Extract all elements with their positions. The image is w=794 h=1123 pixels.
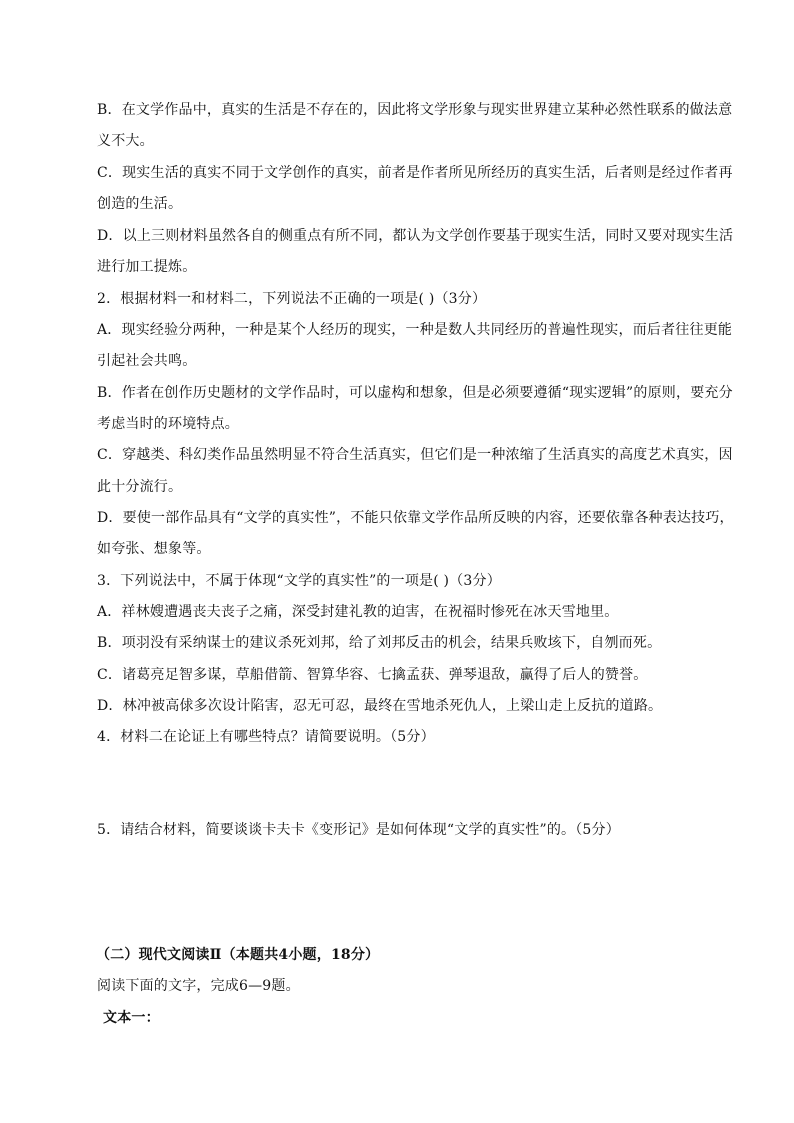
option-d-line-2: 进行加工提炼。: [97, 259, 197, 275]
option-d-line-1: D．以上三则材料虽然各自的侧重点有所不同，都认为文学创作要基于现实生活，同时又要对现实生活: [97, 228, 734, 244]
question-5: 5．请结合材料，简要谈谈卡夫卡《变形记》是如何体现“文学的真实性”的。（5分）: [97, 822, 620, 838]
q3-option-c: C．诸葛亮足智多谋，草船借箭、智算华容、七擒孟获、弹琴退敌，赢得了后人的赞誉。: [97, 667, 648, 683]
text-one-label: 文本一：: [103, 1010, 160, 1026]
q2-option-c-line-2: 此十分流行。: [97, 479, 183, 495]
q3-option-a: A．祥林嫂遭遇丧夫丧子之痛，深受封建礼教的迫害，在祝福时惨死在冰天雪地里。: [97, 604, 619, 620]
option-c-line-2: 创造的生活。: [97, 196, 183, 212]
section-title: （二）现代文阅读Ⅱ（本题共4小题，18分）: [96, 947, 380, 963]
question-2: 2．根据材料一和材料二，下列说法不正确的一项是( )（3分）: [97, 291, 487, 307]
q2-option-b-line-2: 考虑当时的环境特点。: [97, 416, 239, 432]
q2-option-c-line-1: C．穿越类、科幻类作品虽然明显不符合生活真实，但它们是一种浓缩了生活真实的高度艺术真实，因: [97, 447, 733, 463]
q3-option-d: D．林冲被高俅多次设计陷害，忍无可忍，最终在雪地杀死仇人，上梁山走上反抗的道路。: [97, 698, 663, 714]
q2-option-a-line-1: A．现实经验分两种，一种是某个人经历的现实，一种是数人共同经历的普遍性现实，而后者往往更能: [97, 322, 733, 338]
question-3: 3．下列说法中，不属于体现“文学的真实性”的一项是( )（3分）: [97, 573, 501, 589]
q2-option-a-line-2: 引起社会共鸣。: [97, 353, 197, 369]
q2-option-d-line-2: 如夸张、想象等。: [97, 541, 211, 557]
q3-option-b: B．项羽没有采纳谋士的建议杀死刘邦，给了刘邦反击的机会，结果兵败垓下，自刎而死。: [97, 635, 662, 651]
option-c-line-1: C．现实生活的真实不同于文学创作的真实，前者是作者所见所经历的真实生活，后者则是经过作者再: [97, 165, 733, 181]
question-4: 4．材料二在论证上有哪些特点？请简要说明。（5分）: [97, 729, 435, 745]
reading-instruction: 阅读下面的文字，完成6—9题。: [97, 978, 300, 994]
q2-option-b-line-1: B．作者在创作历史题材的文学作品时，可以虚构和想象，但是必须要遵循“现实逻辑”的原则，要充分: [97, 385, 733, 401]
option-b-line-1: B．在文学作品中，真实的生活是不存在的，因此将文学形象与现实世界建立某种必然性联系的做法意: [97, 102, 733, 118]
q2-option-d-line-1: D．要使一部作品具有“文学的真实性”，不能只依靠文学作品所反映的内容，还要依靠各种表达技巧，: [97, 510, 734, 526]
option-b-line-2: 义不大。: [97, 133, 154, 149]
